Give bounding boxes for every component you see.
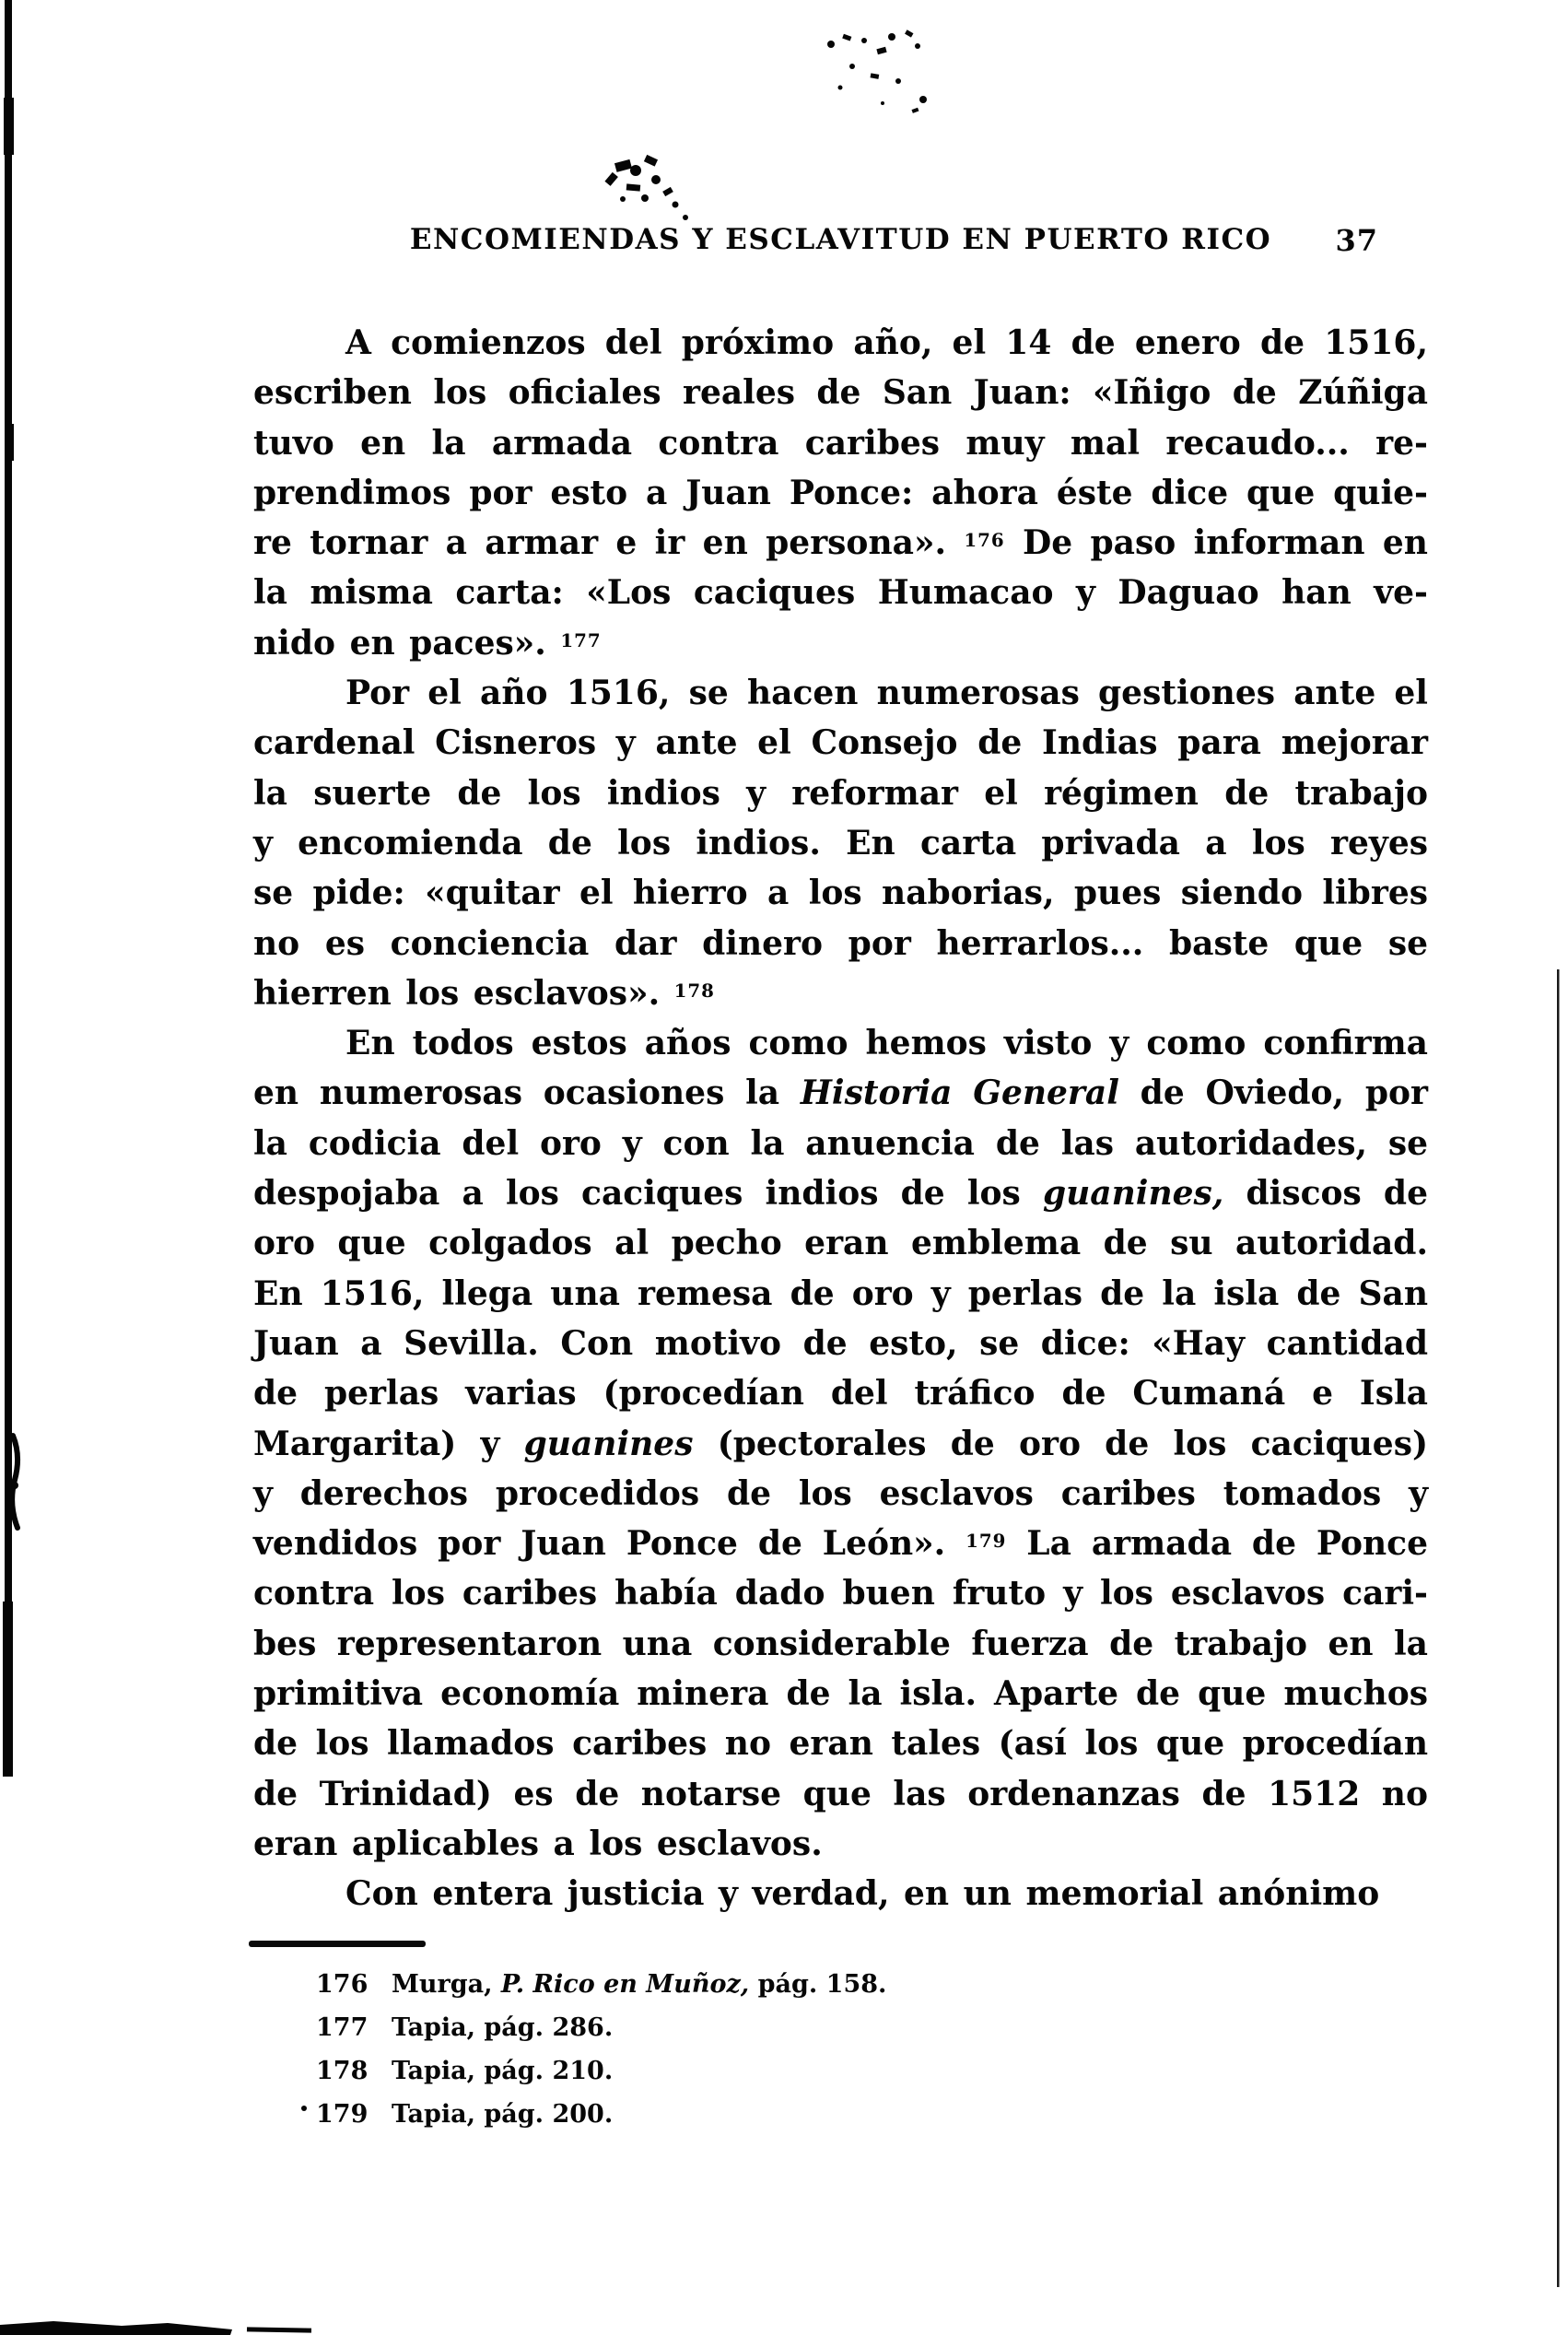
footnote-ink-dot bbox=[301, 2106, 307, 2111]
footnote-number: 176 bbox=[316, 1970, 369, 1999]
text-line: se pide: «quitar el hierro a los naborias, pues siendo libres bbox=[253, 874, 1428, 913]
text-line: la misma carta: «Los caciques Humacao y Daguao han ve- bbox=[253, 573, 1428, 613]
text-line: bes representaron una considerable fuerza de trabajo en la bbox=[253, 1624, 1428, 1663]
text-line: hierren los esclavos». $^{178}$ bbox=[253, 973, 715, 1013]
footnote-text: Tapia, pág. 286. bbox=[392, 2013, 614, 2042]
text-line: la codicia del oro y con la anuencia de las autoridades, se bbox=[253, 1123, 1428, 1163]
ink-smudge-top bbox=[827, 29, 927, 113]
text-line: re tornar a armar e ir en persona». $^{176}$ De paso informan en bbox=[253, 523, 1428, 563]
text-line: En 1516, llega una remesa de oro y perlas de la isla de San bbox=[253, 1273, 1428, 1313]
text-line: y derechos procedidos de los esclavos caribes tomados y bbox=[253, 1473, 1428, 1513]
text-line: escriben los oficiales reales de San Juan: «Iñigo de Zúñiga bbox=[253, 373, 1428, 413]
footnote-row bbox=[316, 2093, 1145, 2136]
text-line: oro que colgados al pecho eran emblema de su autoridad. bbox=[253, 1224, 1428, 1263]
footnote-row bbox=[316, 2006, 1145, 2049]
text-line: prendimos por esto a Juan Ponce: ahora éste dice que quie- bbox=[253, 473, 1428, 512]
footnotes bbox=[316, 1963, 1145, 2136]
text-line: A comienzos del próximo año, el 14 de enero de 1516, bbox=[345, 323, 1428, 362]
footnote-text: Murga, P. Rico en Muñoz, pág. 158. bbox=[392, 1970, 887, 1999]
text-line: tuvo en la armada contra caribes muy mal recaudo... re- bbox=[253, 423, 1428, 463]
text-line: y encomienda de los indios. En carta privada a los reyes bbox=[253, 823, 1428, 862]
footnote-separator-rule bbox=[249, 1941, 426, 1947]
text-line: de perlas varias (procedían del tráfico de Cumaná e Isla bbox=[253, 1374, 1428, 1414]
text-line: de los llamados caribes no eran tales (así los que procedían bbox=[253, 1724, 1428, 1764]
right-edge-line bbox=[1557, 969, 1560, 2287]
text-line: vendidos por Juan Ponce de León». $^{179}$ La armada de Ponce bbox=[253, 1524, 1428, 1564]
text-line: Con entera justicia y verdad, en un memorial anónimo bbox=[345, 1874, 1380, 1914]
footnote-text: Tapia, pág. 210. bbox=[392, 2057, 614, 2085]
text-line: de Trinidad) es de notarse que las ordenanzas de 1512 no bbox=[253, 1774, 1428, 1813]
text-line: Juan a Sevilla. Con motivo de esto, se dice: «Hay cantidad bbox=[253, 1323, 1428, 1363]
footnote-number: 177 bbox=[316, 2013, 369, 2042]
left-gutter-line bbox=[3, 0, 14, 1777]
left-margin-squiggle bbox=[11, 1436, 18, 1528]
page-number: 37 bbox=[1335, 223, 1378, 258]
text-line: contra los caribes había dado buen fruto y los esclavos cari- bbox=[253, 1574, 1428, 1613]
footnote-number: 179 bbox=[316, 2100, 369, 2129]
page-title: ENCOMIENDAS Y ESCLAVITUD EN PUERTO RICO bbox=[409, 223, 1272, 256]
text-line: despojaba a los caciques indios de los guanines, discos de bbox=[253, 1174, 1428, 1214]
ink-smudge-above-title bbox=[604, 155, 688, 220]
text-line: Margarita) y guanines (pectorales de oro de los caciques) bbox=[253, 1424, 1429, 1463]
running-header bbox=[253, 223, 1428, 265]
footnote-number: 178 bbox=[316, 2057, 369, 2085]
footnote-row bbox=[316, 2049, 1145, 2093]
text-line: eran aplicables a los esclavos. bbox=[253, 1824, 823, 1863]
text-line: Por el año 1516, se hacen numerosas gestiones ante el bbox=[345, 674, 1428, 713]
text-line: primitiva economía minera de la isla. Aparte de que muchos bbox=[253, 1674, 1428, 1714]
bottom-scan-marks bbox=[0, 2321, 311, 2335]
text-line: nido en paces». $^{177}$ bbox=[253, 623, 602, 663]
footnote-text: Tapia, pág. 200. bbox=[392, 2100, 614, 2129]
text-line: no es conciencia dar dinero por herrarlos... baste que se bbox=[253, 923, 1428, 963]
text-line: la suerte de los indios y reformar el régimen de trabajo bbox=[253, 773, 1428, 813]
text-line: En todos estos años como hemos visto y como confirma bbox=[345, 1024, 1428, 1063]
text-line: en numerosas ocasiones la Historia General de Oviedo, por bbox=[253, 1074, 1428, 1113]
text-line: cardenal Cisneros y ante el Consejo de Indias para mejorar bbox=[253, 723, 1428, 763]
body-text bbox=[253, 318, 1428, 1919]
footnote-row bbox=[316, 1963, 1145, 2006]
